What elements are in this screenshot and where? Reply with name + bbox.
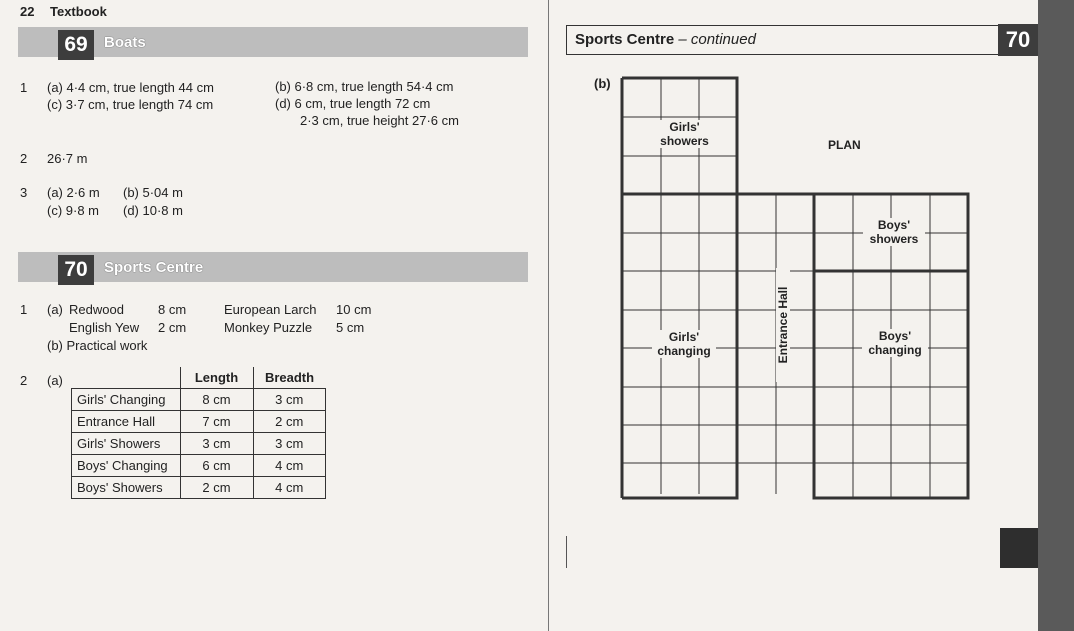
table-header-breadth: Breadth <box>253 367 326 389</box>
girls-showers-label <box>655 120 714 148</box>
continued-suffix: – continued <box>674 31 756 48</box>
section-70-bar <box>18 252 528 282</box>
larch-label: European Larch <box>224 302 317 317</box>
table-header-length: Length <box>180 367 253 389</box>
boys-changing-text: Boys' changing <box>868 329 922 357</box>
table-cell: 7 cm <box>180 411 253 433</box>
entrance-hall-label: Entrance Hall <box>776 268 790 382</box>
table-row <box>72 455 326 477</box>
table-row <box>72 411 326 433</box>
boys-changing-label <box>862 329 928 357</box>
q1-answer-d2: 2·3 cm, true height 27·6 cm <box>300 113 459 128</box>
table-header-blank <box>72 367 181 389</box>
book-title: Textbook <box>50 4 107 19</box>
plan-label: PLAN <box>828 138 861 152</box>
q3-answer-b: (b) 5·04 m <box>123 185 183 200</box>
monkey-label: Monkey Puzzle <box>224 320 313 335</box>
q1-answer-c: (c) 3·7 cm, true length 74 cm <box>47 97 214 112</box>
q2-number: 2 <box>20 151 28 166</box>
table-cell: 3 cm <box>180 433 253 455</box>
table-cell: 4 cm <box>253 477 326 499</box>
larch-value: 10 cm <box>336 302 372 317</box>
table-cell: Entrance Hall <box>72 411 181 433</box>
page-number: 22 <box>20 4 35 19</box>
part-b-label: (b) <box>594 76 611 91</box>
section-69-number: 69 <box>58 30 94 60</box>
q1-answer-d: (d) 6 cm, true length 72 cm <box>275 96 431 111</box>
dimensions-table <box>71 367 326 499</box>
q3-answer-c: (c) 9·8 m <box>47 203 99 218</box>
table-row <box>72 433 326 455</box>
table-cell: Girls' Changing <box>72 389 181 411</box>
table-header-row <box>72 367 326 389</box>
girls-changing-label <box>652 330 716 358</box>
redwood-value: 8 cm <box>158 302 187 317</box>
yew-label: English Yew <box>69 320 140 335</box>
boys-showers-label <box>863 218 925 246</box>
table-cell: 6 cm <box>180 455 253 477</box>
section-69-title: Boats <box>104 34 146 51</box>
section-70-number: 70 <box>58 255 94 285</box>
table-cell: 2 cm <box>253 411 326 433</box>
table-cell: 3 cm <box>253 389 326 411</box>
margin-mark <box>566 536 567 568</box>
girls-showers-text: Girls' showers <box>660 120 709 148</box>
section-70-title: Sports Centre <box>104 259 204 276</box>
q1-answer-b: (b) 6·8 cm, true length 54·4 cm <box>275 79 454 94</box>
table-row <box>72 477 326 499</box>
continued-header <box>575 32 756 48</box>
book-spine <box>548 0 549 631</box>
table-cell: Boys' Changing <box>72 455 181 477</box>
q3-answer-d: (d) 10·8 m <box>123 203 183 218</box>
thumb-tab <box>1000 528 1038 568</box>
table-cell: Girls' Showers <box>72 433 181 455</box>
table-cell: Boys' Showers <box>72 477 181 499</box>
table-cell: 3 cm <box>253 433 326 455</box>
s70-q2-number: 2 <box>20 373 28 388</box>
table-row <box>72 389 326 411</box>
table-cell: 4 cm <box>253 455 326 477</box>
q3-number: 3 <box>20 185 28 200</box>
boys-showers-text: Boys' showers <box>869 218 919 246</box>
s70-q2-a-label: (a) <box>47 373 63 388</box>
q1-answer-a: (a) 4·4 cm, true length 44 cm <box>47 80 214 95</box>
q2-answer: 26·7 m <box>47 151 88 166</box>
continued-title: Sports Centre <box>575 31 675 48</box>
table-cell: 2 cm <box>180 477 253 499</box>
continued-section-number: 70 <box>998 24 1038 56</box>
s70-q1-b: (b) Practical work <box>47 338 148 353</box>
girls-changing-text: Girls' changing <box>657 330 711 358</box>
table-cell: 8 cm <box>180 389 253 411</box>
monkey-value: 5 cm <box>336 320 365 335</box>
section-69-bar <box>18 27 528 57</box>
s70-q1-number: 1 <box>20 302 28 317</box>
q3-answer-a: (a) 2·6 m <box>47 185 100 200</box>
yew-value: 2 cm <box>158 320 187 335</box>
page-edge-shadow <box>1038 0 1074 631</box>
q1-number: 1 <box>20 80 28 95</box>
redwood-label: Redwood <box>69 302 124 317</box>
s70-q1-a-label: (a) <box>47 302 63 317</box>
